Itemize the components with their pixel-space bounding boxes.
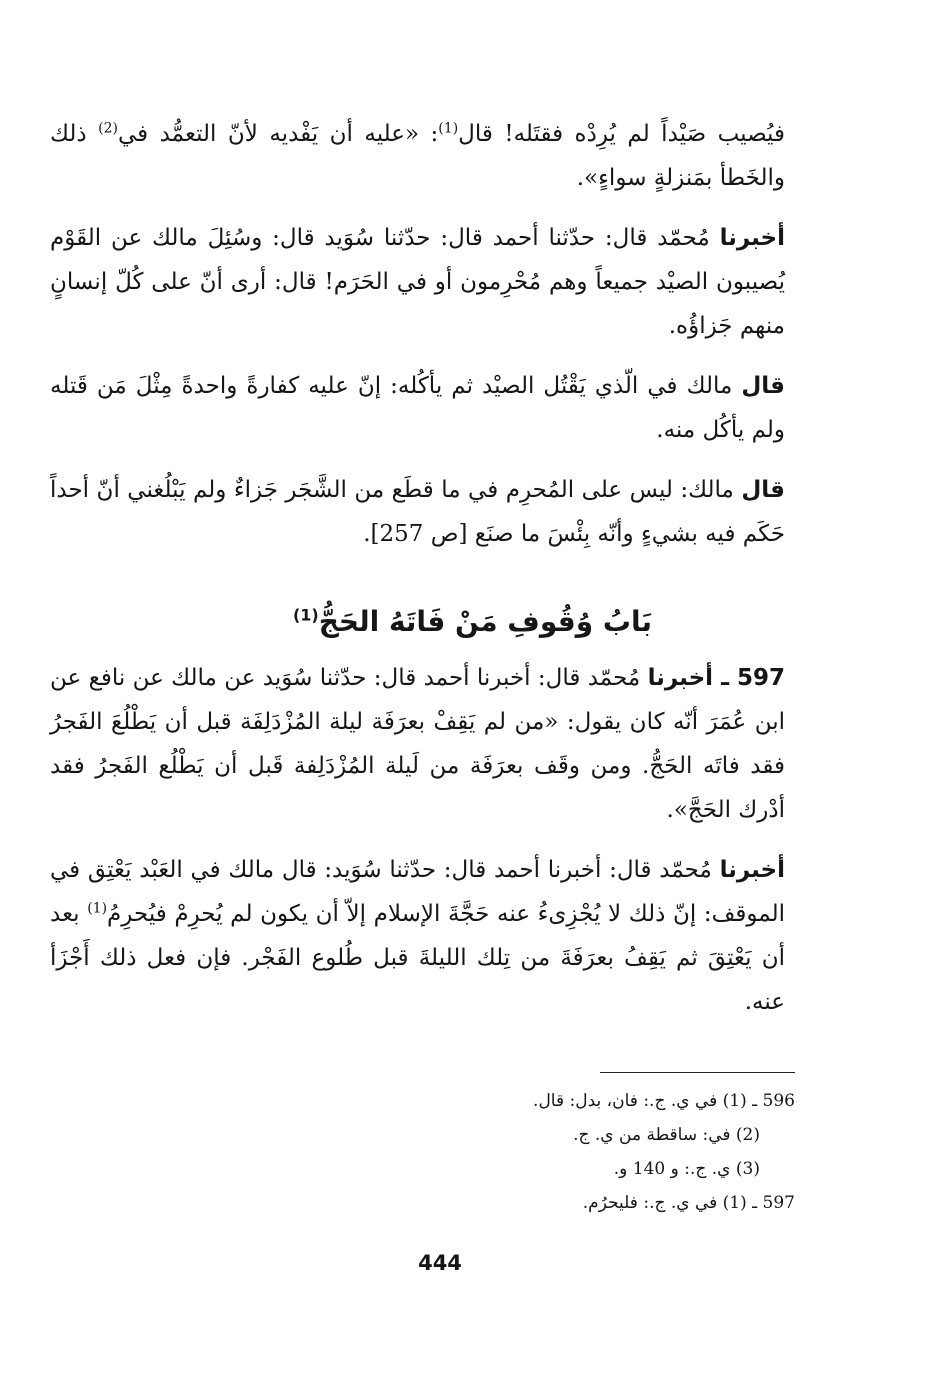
paragraph — [50, 656, 785, 832]
paragraph-lead: قال — [741, 373, 785, 399]
paragraph — [50, 112, 785, 200]
footnotes — [360, 1084, 795, 1220]
paragraph-text: ذلك والخَطأ بمَنزلةٍ سواءٍ». — [50, 121, 785, 191]
paragraph-text: مالك: ليس على المُحرِم في ما قطَع من الشَّجَر جَزاءٌ ولم يَبْلُغني أنّ أحداً حَكَم فيه بشيءٍ وأنّه بِئْسَ ما صنَع [ص 257]. — [50, 477, 785, 547]
paragraph-text: مُحمّد قال: أخبرنا أحمد قال: حدّثنا سُوَيد عن مالك عن نافع عن ابن عُمَرَ أنّه كان يقول: «من لم يَقِفْ بعرَفَة ليلة المُزْدَلِفَة قبل أن يَطْلُعَ الفَجرُ فقد فاتَه الحَجُّ. ومن وقَف بعرَفَة من لَيلة المُزْدَلِفة قَبل أن يَطْلُع الفَجرُ فقد أدْرك الحَجَّ». — [50, 665, 785, 823]
paragraph-text: فيُصيب صَيْداً لم يُرِدْه فقتَله! قال — [458, 121, 785, 147]
paragraph-lead: أخبرنا — [719, 857, 785, 883]
footnote-line: (2) في: ساقطة من ي. ج. — [573, 1125, 760, 1145]
chapter-footnote-ref: (1) — [292, 605, 319, 625]
paragraph — [50, 468, 785, 556]
paragraph-text: بعد أن يَعْتِقَ ثم يَقِفُ بعرَفَةَ من تِلك الليلةَ قبل طُلوع الفَجْر. فإن فعل ذلك أَجْزَأ عنه. — [50, 901, 785, 1015]
paragraph-text: مالك في الّذي يَقْتُل الصيْد ثم يأكُله: إنّ عليه كفارةً واحدةً مِثْلَ مَن قَتله ولم يأكُل منه. — [50, 373, 785, 443]
paragraph — [50, 848, 785, 1024]
chapter-title — [100, 596, 845, 648]
paragraph-lead: قال — [741, 477, 785, 503]
paragraph-lead: أخبرنا — [719, 225, 785, 251]
page-number: 444 — [418, 1251, 462, 1275]
paragraph-text: : «عليه أن يَفْديه لأنّ التعمُّد في — [117, 121, 439, 147]
footnote-ref: (2) — [98, 120, 118, 137]
footnote-line: (3) ي. ج.: و 140 و. — [613, 1159, 760, 1179]
text-block-bottom — [50, 656, 785, 1024]
paragraph-lead: 597 ـ أخبرنا — [647, 665, 785, 691]
paragraph-text: مُحمّد قال: أخبرنا أحمد قال: حدّثنا سُوَيد: قال مالك في العَبْد يَعْتِق في الموقف: إنّ ذلك لا يُجْزِىءُ عنه حَجَّةَ الإسلام إلاّ أن يكون لم يُحرِمْ فيُحرِمُ — [50, 857, 785, 927]
footnote-divider — [600, 1072, 795, 1073]
footnote-line: 597 ـ (1) في ي. ج.: فليحرُم. — [582, 1193, 795, 1213]
text-block-top — [50, 112, 785, 556]
footnote-ref: (1) — [87, 900, 108, 917]
chapter-title-text: بَابُ وُقُوفِ مَنْ فَاتَهُ الحَجُّ — [318, 605, 653, 638]
paragraph — [50, 216, 785, 348]
paragraph-text: مُحمّد قال: حدّثنا أحمد قال: حدّثنا سُوَيد قال: وسُئِلَ مالك عن القَوْم يُصيبون الصيْد جميعاً وهم مُحْرِمون أو في الحَرَم! قال: أرى أنّ على كُلّ إنسانٍ منهم جَزاؤُه. — [50, 225, 785, 339]
footnote-ref: (1) — [438, 120, 459, 137]
footnote-line: 596 ـ (1) في ي. ج.: فان، بدل: قال. — [533, 1091, 795, 1111]
paragraph — [50, 364, 785, 452]
